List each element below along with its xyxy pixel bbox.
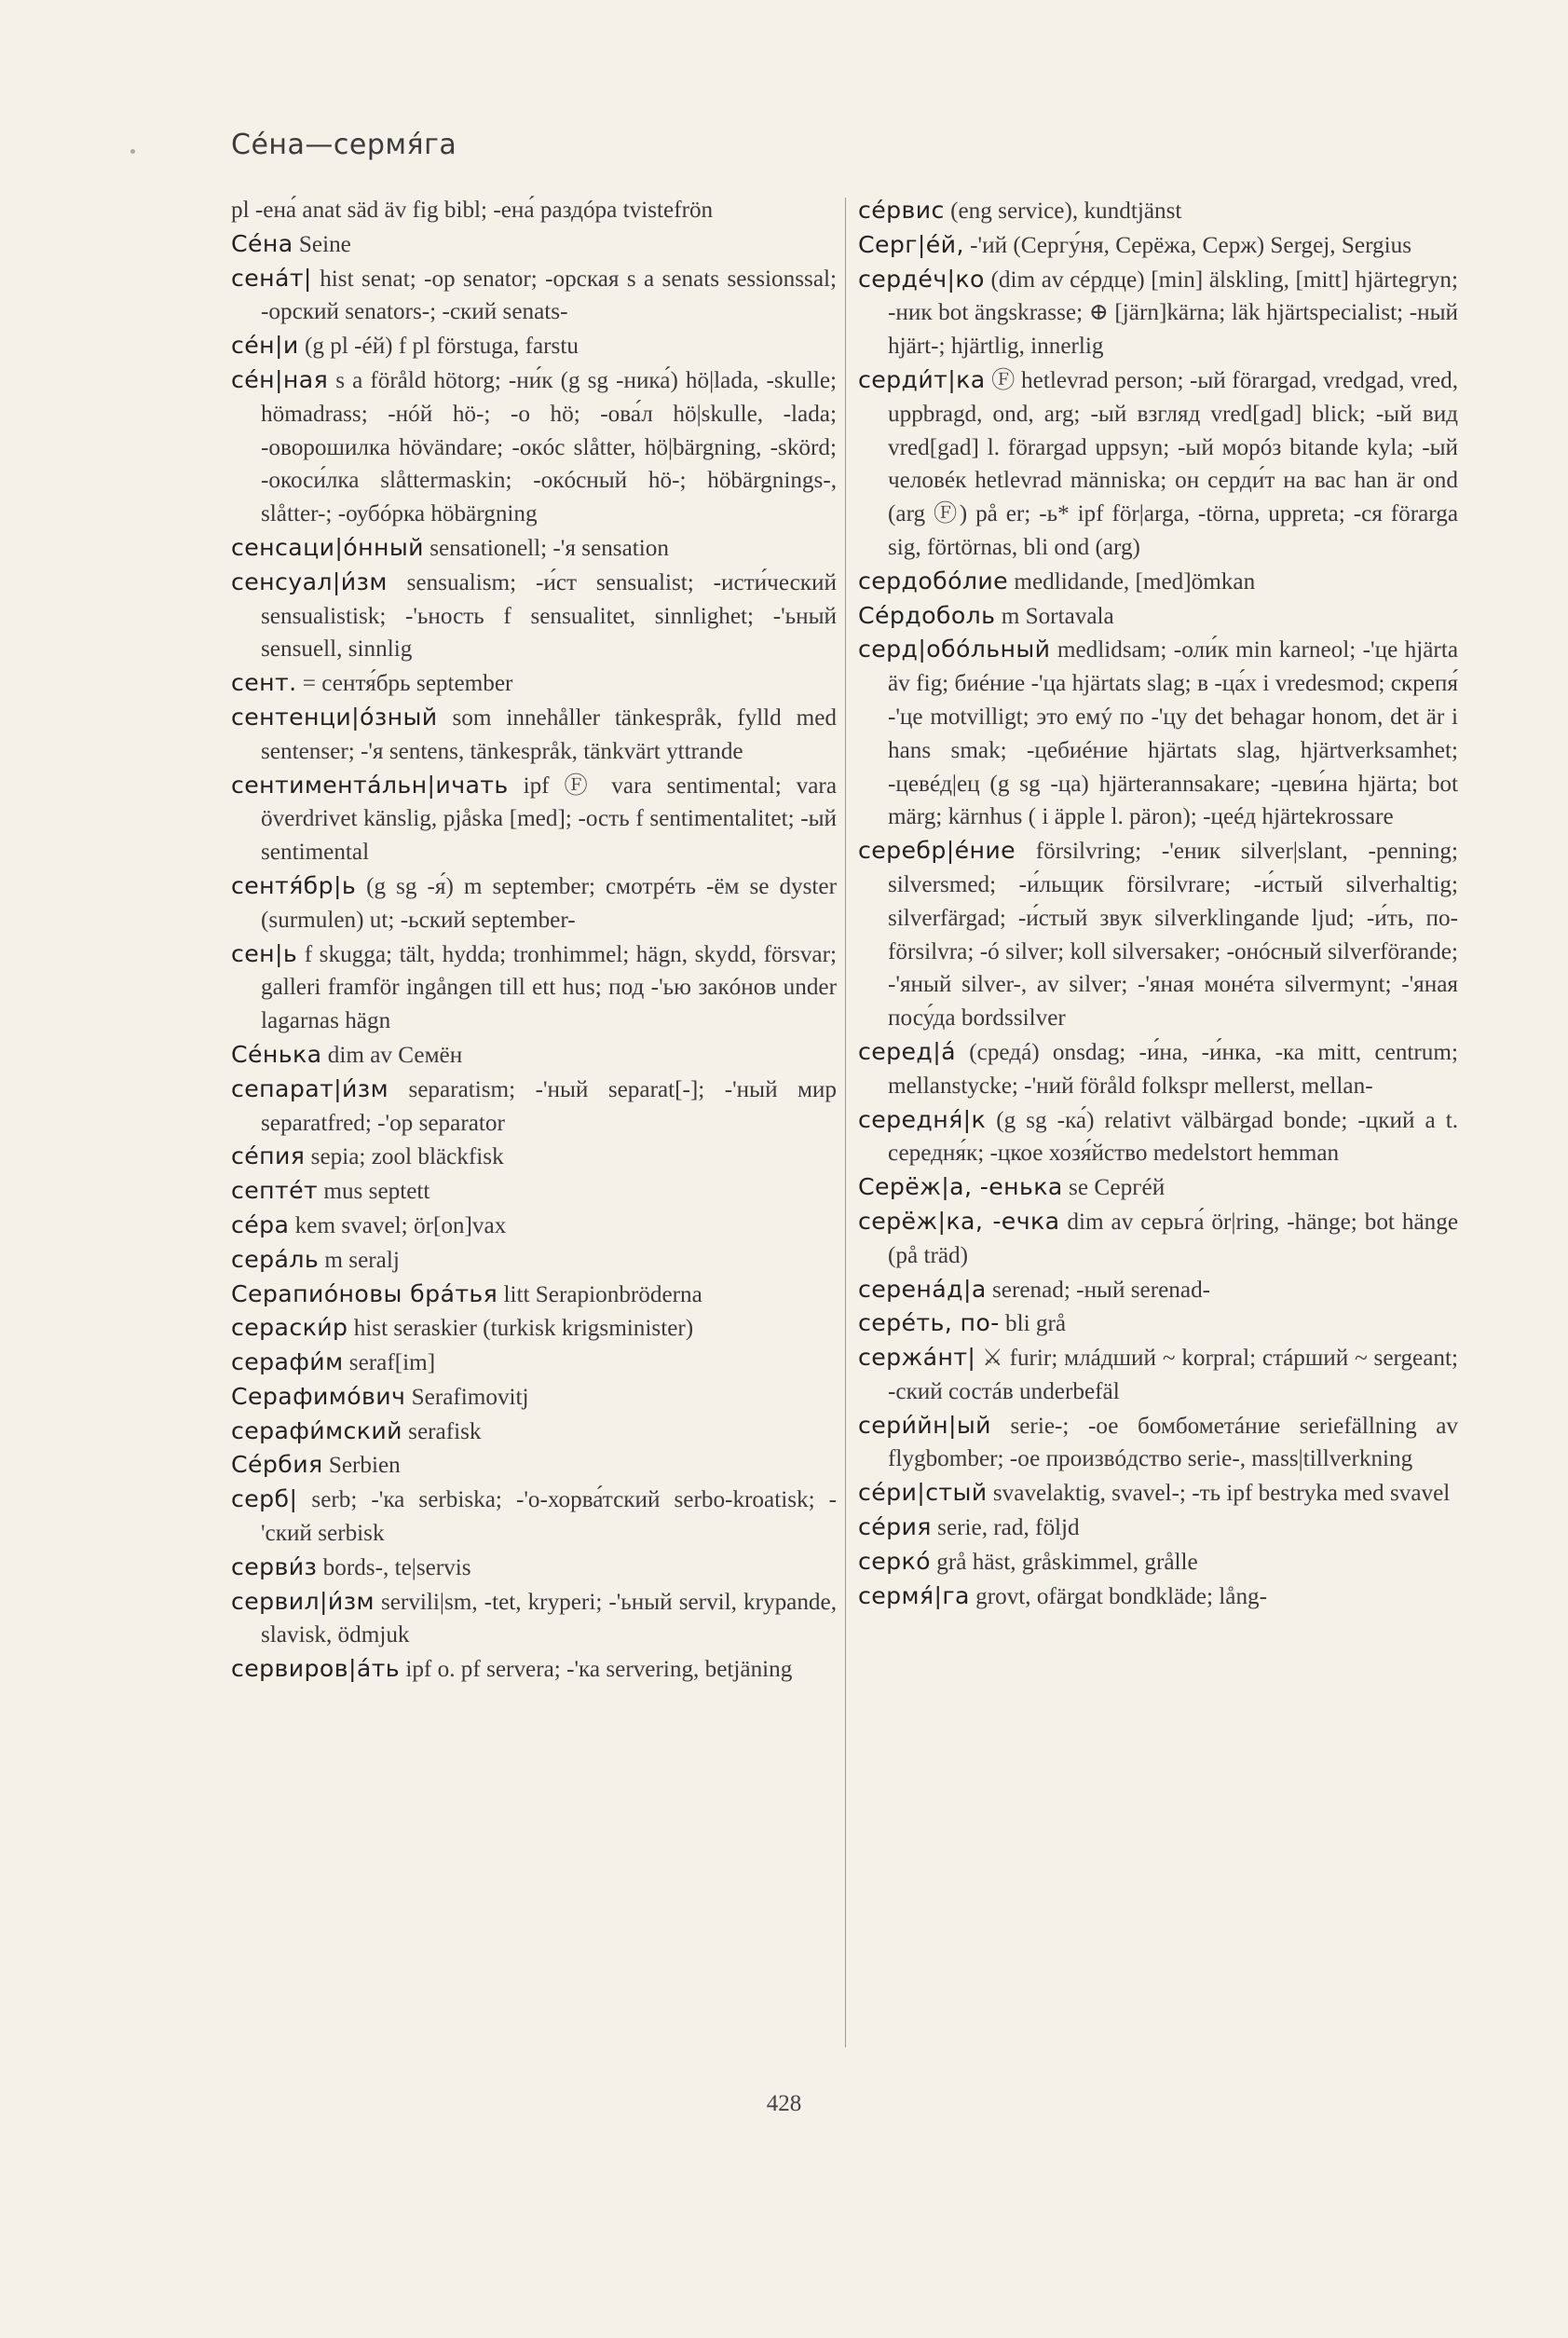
entry-definition: sensationell; -'я sensation [429, 535, 669, 561]
entry-headword: сери́йн|ый [858, 1411, 991, 1439]
entry-headword: сера́ль [231, 1245, 320, 1273]
entry-headword: сен|ь [231, 939, 298, 967]
dictionary-entry [858, 228, 1458, 263]
dictionary-entry [231, 1174, 837, 1209]
entry-headword: сервил|и́зм [231, 1587, 375, 1615]
entry-headword: Серапиóновы бра́тья [231, 1279, 498, 1307]
entry-headword: Серёж|а, -енька [858, 1173, 1063, 1201]
entry-headword: сéрия [858, 1513, 932, 1541]
dictionary-entry [858, 1476, 1458, 1511]
entry-headword: серкó [858, 1547, 931, 1575]
entry-definition: se Сергéй [1069, 1175, 1166, 1201]
entry-definition: bli grå [1005, 1311, 1067, 1337]
entry-definition: sensualism; -и́ст sensualist; -исти́ческий sensualistisk; -'ьность f sensualitet, sinnlighet; -'ьный sensuell, sinnlig [261, 569, 838, 663]
entry-headword: сентя́бр|ь [231, 871, 357, 899]
entry-definition: serb; -'ка serbiska; -'о-хорва́тский serbo-kroatisk; -'ский serbisk [261, 1487, 838, 1547]
entry-headword: сепарат|и́зм [231, 1074, 389, 1102]
entry-headword: сенсаци|óнный [231, 533, 424, 561]
entry-definition: medlidsam; -оли́к min karneol; -'це hjärta äv fig; биéние -'ца hjärtats slag; в -ца́х i vredesmod; скрепя́ -'це motvilligt; это емý по -'цу det behagar honom, det är i hans smak; -цебиéние hjärtats slag, hjärtverksamhet; -цевéд|ец (g sg -ца) hjärterannsakare; -цеви́на hjärta; bot märg; kärnhus ( i äpple l. päron); -цеéд hjärtekrossare [888, 637, 1458, 830]
entry-headword: серафи́мский [231, 1416, 402, 1444]
dictionary-entry [231, 1415, 837, 1449]
entry-headword: Серафимóвич [231, 1382, 406, 1410]
dictionary-entry [858, 263, 1458, 363]
dictionary-entry [858, 1511, 1458, 1545]
entry-headword: сердобóлие [858, 567, 1009, 595]
running-head: Сéна—сермя́га [231, 129, 457, 161]
right-column [858, 194, 1458, 1613]
entry-definition: (g pl -éй) f pl förstuga, farstu [304, 334, 579, 360]
dictionary-entry [231, 531, 837, 566]
dictionary-entry [858, 1409, 1458, 1477]
left-column [231, 194, 837, 1687]
dictionary-entry [231, 1551, 837, 1585]
entry-definition: bords-, te|servis [322, 1554, 471, 1580]
dictionary-entry [231, 1209, 837, 1243]
entry-headword: сéри|стый [858, 1479, 988, 1507]
entry-headword: сераски́р [231, 1314, 348, 1342]
dictionary-entry [231, 701, 837, 769]
dictionary-entry [858, 1273, 1458, 1307]
entry-definition: hist seraskier (turkisk krigsminister) [353, 1316, 694, 1342]
entry-headword: серéть, по- [858, 1309, 1000, 1337]
entry-definition: (g sg -я́) m september; смотрéть -ём se dyster (surmulen) ut; -ьский september- [261, 873, 838, 933]
entry-headword: серди́т|ка [858, 365, 986, 393]
entry-headword: сержа́нт| [858, 1344, 976, 1372]
entry-definition: -'ий (Сергу́ня, Серёжа, Серж) Sergej, Sergius [970, 232, 1411, 258]
entry-definition: serenad; -ный serenad- [991, 1277, 1211, 1303]
entry-definition: försilvring; -'еник silver|slant, -penning; silversmed; -и́льщик försilvrare; -и́стый silverhaltig; silverfärgad; -и́стый звук silverklingande ljud; -и́ть, по- försilvra; -ó silver; koll silversaker; -онóсный silverförande; -'яный silver-, av silver; -'яная монéта silvermynt; -'яная посу́да bordssilver [888, 839, 1458, 1032]
entry-headword: сентимента́льн|ичать [231, 771, 509, 799]
entry-headword: сервиров|а́ть [231, 1655, 401, 1683]
entry-definition: litt Serapionbröderna [503, 1281, 702, 1307]
dictionary-entry [231, 1448, 837, 1483]
entry-headword: сéра [231, 1210, 290, 1238]
dictionary-entry [858, 565, 1458, 599]
entry-definition: serie, rad, följd [937, 1515, 1080, 1541]
entry-headword: Сéрбия [231, 1451, 323, 1479]
entry-headword: сéн|ная [231, 365, 329, 393]
entry-definition: kem svavel; ör[on]vax [294, 1212, 507, 1238]
page-speck [130, 149, 135, 154]
entry-definition: som innehåller tänkespråk, fylld med sentenser; -'я sentens, tänkespråk, tänkvärt yttrande [261, 704, 838, 764]
entry-headword: Сéрдоболь [858, 601, 996, 629]
entry-definition: dim av Семён [327, 1042, 463, 1068]
entry-definition: serafisk [408, 1418, 482, 1444]
entry-headword: сент. [231, 669, 297, 697]
entry-definition: Ⓕ hetlevrad person; -ый förargad, vredgad, vred, uppbragd, ond, arg; -ый взгляд vred[gad] blick; -ый вид vred[gad] l. förargad uppsyn; -ый морóз bitande kyla; -ый человéк hetlevrad människa; он серди́т на вас han är ond (arg Ⓕ) på er; -ь* ipf för|arga, -törna, uppreta; -ся förarga sig, förtörnas, bli ond (arg) [888, 367, 1458, 560]
entry-headword: сéн|и [231, 332, 299, 360]
column-divider [845, 198, 846, 2047]
entry-headword: серебр|éние [858, 837, 1016, 865]
dictionary-entry [231, 262, 837, 330]
entry-headword: сермя́|га [858, 1581, 970, 1609]
entry-definition: (средá) onsdag; -и́на, -и́нка, -ка mitt, centrum; mellanstycke; -'ний föråld folkspr mellerst, mellan- [888, 1039, 1458, 1099]
dictionary-entry [858, 194, 1458, 228]
dictionary-entry [858, 1035, 1458, 1103]
dictionary-entry [231, 666, 837, 701]
entry-definition: m Sortavala [1001, 603, 1114, 629]
dictionary-entry [231, 869, 837, 937]
entry-definition: pl -ена́ anat säd äv fig bibl; -ена́ раздóра tvistefrön [231, 198, 714, 223]
entry-headword: серб| [231, 1485, 298, 1513]
entry-definition: grovt, ofärgat bondkläde; lång- [975, 1583, 1268, 1609]
entry-headword: сéпия [231, 1142, 306, 1170]
entry-definition: ipf o. pf servera; -'ка servering, betjäning [405, 1657, 793, 1683]
entry-definition: ipf Ⓕ vara sentimental; vara överdrivet känslig, pjåska [med]; -ость f sentimentalitet; -ый sentimental [261, 772, 837, 866]
entry-definition: separatism; -'ный separat[-]; -'ный мир separatfred; -'ор separator [261, 1076, 837, 1136]
entry-definition: (eng service), kundtjänst [950, 198, 1182, 224]
entry-headword: сентенци|óзный [231, 703, 438, 731]
dictionary-entry [231, 1483, 837, 1551]
dictionary-entry [858, 1545, 1458, 1579]
entry-definition: ⚔ furir; млáдший ~ korpral; стáрший ~ sergeant; -ский состáв underbefäl [888, 1346, 1458, 1404]
dictionary-entry [231, 1346, 837, 1380]
entry-definition: sepia; zool bläckfisk [310, 1144, 504, 1170]
page-number: 428 [766, 2091, 802, 2116]
dictionary-entry [231, 1243, 837, 1278]
entry-headword: септéт [231, 1177, 319, 1205]
entry-headword: серафи́м [231, 1348, 344, 1376]
dictionary-entry [231, 1073, 837, 1141]
entry-definition: Serbien [328, 1453, 401, 1479]
dictionary-entry [858, 1306, 1458, 1341]
dictionary-entry [231, 363, 837, 531]
entry-definition: (dim av сéрдце) [min] älskling, [mitt] hjärtegryn; -ник bot ängskrasse; ⊕ [järn]kärna; läk hjärtspecialist; -ный hjärt-; hjärtlig, innerlig [888, 267, 1459, 360]
dictionary-entry [858, 633, 1458, 834]
entry-headword: сердéч|ко [858, 265, 985, 293]
entry-headword: сенсуал|и́зм [231, 567, 388, 595]
entry-headword: серви́з [231, 1552, 318, 1580]
entry-definition: mus septett [323, 1179, 430, 1205]
entry-definition: serie-; -ое бомбометáние seriefällning av flygbomber; -ое произвóдство serie-, mass|tillverkning [888, 1413, 1458, 1472]
dictionary-entry [231, 566, 837, 666]
entry-definition: grå häst, gråskimmel, grålle [936, 1549, 1198, 1575]
dictionary-entry [231, 1380, 837, 1415]
dictionary-entry [231, 937, 837, 1038]
entry-definition: f skugga; tält, hydda; tronhimmel; hägn, skydd, försvar; galleri framför ingången till ett hus; под -'ью закóнов under lagarnas hägn [261, 941, 837, 1034]
entry-headword: середня́|к [858, 1105, 987, 1133]
entry-definition: svavelaktig, svavel-; -ть ipf bestryka med svavel [992, 1481, 1451, 1507]
dictionary-entry [231, 1652, 837, 1687]
entry-headword: Сéна [231, 229, 293, 257]
entry-definition: servili|sm, -tet, kryperi; -'ьный servil, krypande, slavisk, ödmjuk [261, 1589, 838, 1648]
entry-headword: серёж|ка, -ечка [858, 1207, 1060, 1235]
dictionary-entry [231, 1140, 837, 1174]
dictionary-entry [231, 227, 837, 262]
entry-headword: сéрвис [858, 197, 945, 224]
dictionary-entry [231, 1585, 837, 1653]
dictionary-entry [231, 1311, 837, 1346]
entry-headword: серена́д|а [858, 1275, 987, 1303]
entry-definition: medlidande, [med]ömkan [1014, 568, 1256, 595]
dictionary-entry [858, 1579, 1458, 1614]
entry-definition: seraf[im] [348, 1350, 436, 1376]
dictionary-entry [231, 329, 837, 363]
dictionary-entry [858, 1170, 1458, 1205]
entry-definition: hist senat; -ор senator; -орская s a senats sessionssal; -орский senators-; -ский senats- [261, 266, 837, 325]
dictionary-entry [858, 834, 1458, 1035]
dictionary-entry [858, 363, 1458, 565]
entry-headword: серд|обóльный [858, 636, 1051, 663]
entry-headword: серед|а́ [858, 1037, 956, 1065]
dictionary-entry [858, 1341, 1458, 1409]
entry-definition: s a föråld hötorg; -ни́к (g sg -ника́) hö|lada, -skulle; hömadrass; -нóй hö-; -о hö; -ова́л hö|skulle, -lada; -оворошилка hövändare; -окóс slåtter, hö|bärgning, -skörd; -окоси́лка slåttermaskin; -окóсный hö-; höbärgnings-, slåtter-; -оубóрка höbärgning [261, 367, 838, 527]
dictionary-entry [231, 194, 837, 227]
dictionary-entry [858, 1205, 1458, 1273]
dictionary-entry [858, 599, 1458, 634]
entry-definition: m seralj [324, 1247, 400, 1273]
entry-headword: Серг|éй, [858, 230, 964, 258]
dictionary-entry [231, 1278, 837, 1312]
dictionary-entry [858, 1103, 1458, 1171]
dictionary-entry [231, 1038, 837, 1073]
entry-headword: сена́т| [231, 264, 312, 292]
entry-definition: = сентя́брь september [302, 671, 513, 697]
entry-definition: dim av серьга́ ör|ring, -hänge; bot hänge (på träd) [888, 1209, 1459, 1268]
entry-definition: Serafimovitj [411, 1384, 529, 1410]
dictionary-entry [231, 769, 837, 869]
entry-headword: Сéнька [231, 1040, 322, 1068]
entry-definition: Seine [298, 231, 351, 257]
entry-definition: (g sg -ка́) relativt välbärgad bonde; -цкий a t. середня́к; -цкое хозя́йство medelstort hemman [888, 1107, 1459, 1167]
